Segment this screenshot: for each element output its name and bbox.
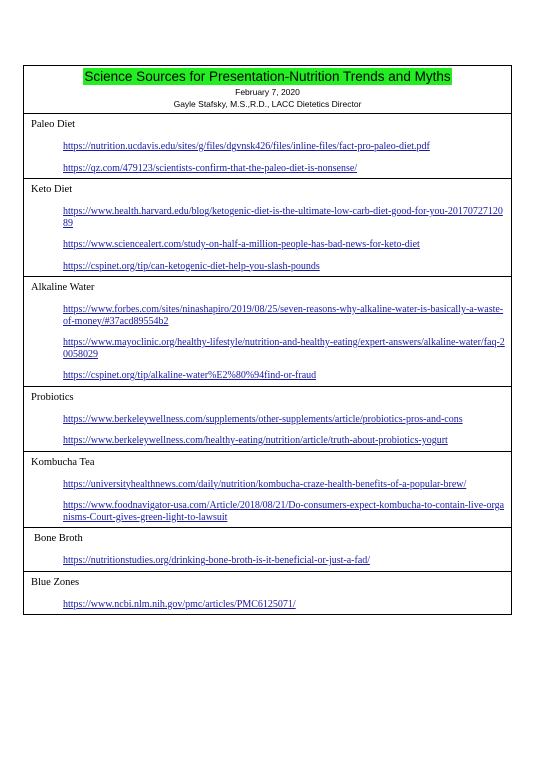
source-link[interactable]: https://www.foodnavigator-usa.com/Article/2018/08/21/Do-consumers-expect-kombucha-to-contain-live-organisms-Court-gives-green-light-to-lawsuit	[63, 500, 505, 523]
source-link[interactable]: https://nutrition.ucdavis.edu/sites/g/files/dgvnsk426/files/inline-files/fact-pro-paleo-diet.pdf	[63, 141, 430, 152]
source-link[interactable]: https://www.health.harvard.edu/blog/ketogenic-diet-is-the-ultimate-low-carb-diet-good-for-you-2017072712089	[63, 206, 503, 229]
section-kombucha-tea	[24, 452, 511, 529]
source-link[interactable]: https://www.berkeleywellness.com/healthy-eating/nutrition/article/truth-about-probiotics-yogurt	[63, 435, 448, 446]
source-link[interactable]: https://www.forbes.com/sites/ninashapiro/2019/08/25/seven-reasons-why-alkaline-water-is-basically-a-waste-of-money/#37acd89554b2	[63, 304, 504, 327]
section-keto-diet	[24, 179, 511, 277]
section-title: Paleo Diet	[31, 119, 76, 130]
document-author: Gayle Stafsky, M.S.,R.D., LACC Dietetics Director	[173, 99, 362, 109]
source-link[interactable]: https://www.berkeleywellness.com/supplements/other-supplements/article/probiotics-pros-and-cons	[63, 413, 463, 425]
section-title: Keto Diet	[31, 184, 73, 195]
document-date: February 7, 2020	[235, 87, 300, 97]
sources-table	[23, 65, 512, 615]
section-probiotics	[24, 387, 511, 452]
section-title: Kombucha Tea	[31, 456, 95, 468]
section-bone-broth	[24, 528, 511, 572]
document-header	[24, 66, 511, 114]
source-link[interactable]: https://universityhealthnews.com/daily/nutrition/kombucha-craze-health-benefits-of-a-popular-brew/	[63, 478, 467, 490]
source-link[interactable]: https://www.mayoclinic.org/healthy-lifestyle/nutrition-and-healthy-eating/expert-answers/alkaline-water/faq-20058029	[63, 337, 505, 360]
section-title: Alkaline Water	[31, 282, 95, 293]
source-link[interactable]: https://qz.com/479123/scientists-confirm-that-the-paleo-diet-is-nonsense/	[63, 162, 358, 174]
source-link[interactable]: https://cspinet.org/tip/alkaline-water%E2%80%94find-or-fraud	[63, 370, 317, 381]
section-title: Probiotics	[31, 391, 74, 403]
source-link[interactable]: https://www.sciencealert.com/study-on-half-a-million-people-has-bad-news-for-keto-diet	[63, 239, 420, 250]
section-blue-zones	[24, 572, 511, 611]
source-link[interactable]: https://www.ncbi.nlm.nih.gov/pmc/articles/PMC6125071/	[63, 598, 296, 610]
section-title: Bone Broth	[34, 533, 83, 544]
section-alkaline-water	[24, 277, 511, 387]
section-title: Blue Zones	[31, 576, 80, 588]
document-title: Science Sources for Presentation-Nutrition Trends and Myths	[84, 69, 451, 84]
source-link[interactable]: https://nutritionstudies.org/drinking-bone-broth-is-it-beneficial-or-just-a-fad/	[63, 555, 371, 566]
source-link[interactable]: https://cspinet.org/tip/can-ketogenic-diet-help-you-slash-pounds	[63, 260, 320, 272]
section-paleo-diet	[24, 114, 511, 179]
